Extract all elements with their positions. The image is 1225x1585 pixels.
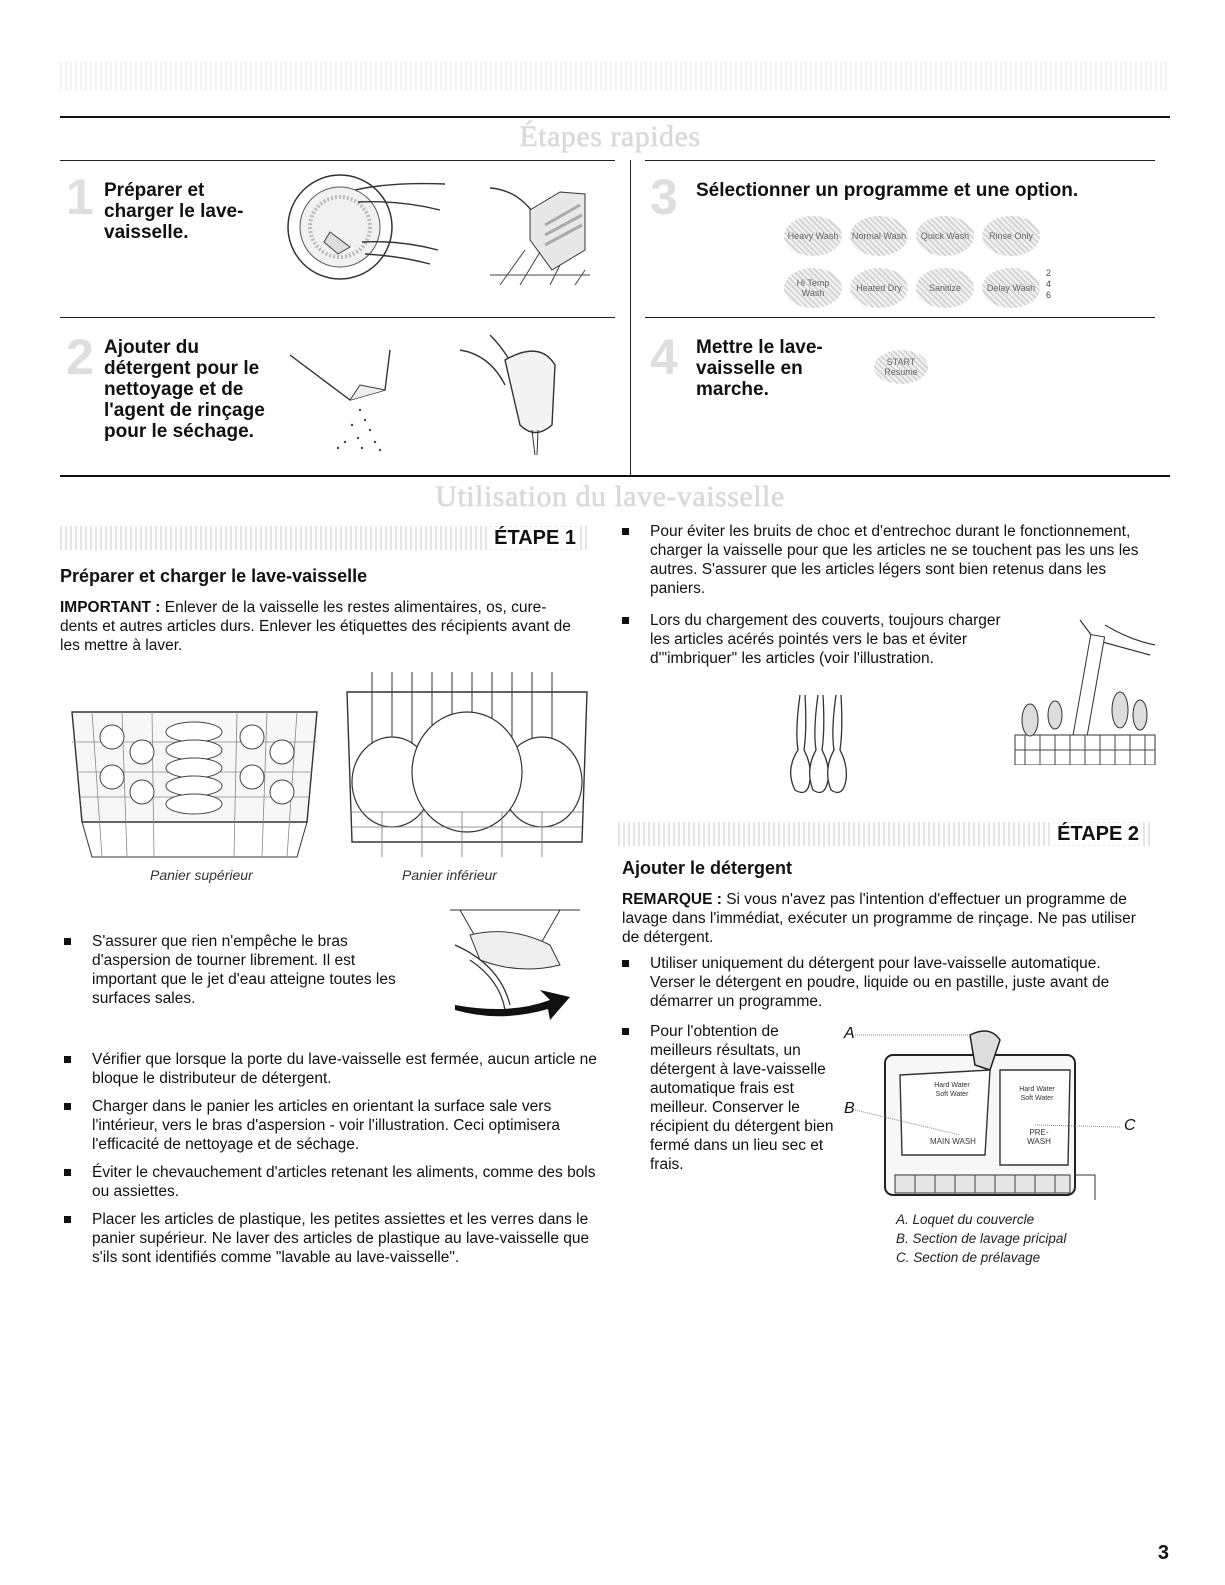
spray-arm-illustration [440, 905, 585, 1025]
pre-wash-label: PRE-WASH [1027, 1128, 1051, 1146]
etape2-fresh-bullet-list [618, 1022, 838, 1183]
callout-c: C [1124, 1117, 1136, 1134]
step4-label: Mettre le lave-vaisselle en marche. [696, 337, 823, 400]
etape1-important [60, 598, 580, 655]
section-rule-top [60, 116, 1170, 118]
step2-label: Ajouter du détergent pour le nettoyage et de l'agent de rinçage pour le séchage. [104, 337, 265, 442]
page-number: 3 [1157, 1542, 1169, 1564]
hi-temp-wash-button: Hi Temp Wash [784, 268, 842, 308]
important-label: IMPORTANT : [60, 599, 161, 616]
main-wash-label: MAIN WASH [930, 1137, 976, 1146]
bullet-noise: Pour éviter les bruits de choc et d'entrechoc durant le fonctionnement, charger la vaisselle pour que les articles ne se touchent pas les uns les autres. S'assurer que les articles légers sont bien retenus dans les paniers. [618, 522, 1158, 598]
main-water-setting-label [922, 1081, 982, 1099]
cutlery-basket-illustration [1010, 615, 1160, 765]
header-pattern-band [60, 62, 1170, 90]
etape1-heading: Préparer et charger le lave-vaisselle [60, 566, 368, 586]
bullet-automatic-detergent: Utiliser uniquement du détergent pour lave-vaisselle automatique. Verser le détergent en poudre, liquide ou en pastille, juste avant de démarrer un programme. [618, 954, 1148, 1011]
noise-bullet-list [618, 522, 1158, 607]
step1-label: Préparer et charger le lave-vaisselle. [104, 180, 244, 243]
delay-2h-label: 2 [1046, 268, 1052, 278]
plate-scraping-illustration [280, 172, 450, 292]
quick-wash-button: Quick Wash [916, 216, 974, 256]
dispenser-legend [896, 1210, 1066, 1267]
remark-label: REMARQUE : [622, 891, 722, 908]
bullet-fresh-detergent: Pour l'obtention de meilleurs résultats, un détergent à lave-vaisselle automatique frais est meilleur. Conserver le récipient du détergent bien fermé dans un lieu sec et frais. [618, 1022, 838, 1174]
rack-loading-illustration [490, 180, 595, 290]
main-hard-water-label: Hard Water [934, 1082, 970, 1089]
usage-title: Utilisation du lave-vaisselle [435, 480, 785, 513]
step1-number: 1 [66, 169, 94, 225]
section-rule-usage [60, 475, 1170, 477]
etape2-bar [618, 822, 1153, 846]
etape1-label: ÉTAPE 1 [490, 527, 580, 549]
heavy-wash-button: Heavy Wash [784, 216, 842, 256]
remark-text: Si vous n'avez pas l'intention d'effectuer un programme de lavage dans l'immédiat, exécuter un programme de rinçage. Ne pas utiliser de détergent. [622, 891, 1136, 946]
cutlery-bullet-list [618, 611, 1018, 677]
step2-number: 2 [66, 329, 94, 385]
rule-right [645, 160, 1155, 161]
rule-mid-left [60, 317, 615, 318]
divider-vertical-bottom [630, 317, 631, 475]
step4-number: 4 [650, 329, 678, 385]
powder-detergent-illustration [290, 330, 400, 460]
detergent-dispenser-illustration [840, 1025, 1160, 1210]
rule-mid-right [645, 317, 1155, 318]
rinse-only-button: Rinse Only [982, 216, 1040, 256]
pre-hard-water-label: Hard Water [1019, 1086, 1055, 1093]
delay-wash-button: Delay Wash [982, 268, 1040, 308]
delay-6h-label: 6 [1046, 290, 1052, 300]
etape2-heading: Ajouter le détergent [622, 858, 793, 878]
lower-rack-illustration [342, 662, 592, 862]
step3-number: 3 [650, 169, 678, 225]
sanitize-button: Sanitize [916, 268, 974, 308]
callout-b: B [844, 1100, 855, 1117]
etape1-bullets [60, 1050, 600, 1276]
upper-rack-illustration [62, 672, 327, 862]
callout-a: A [844, 1025, 855, 1042]
normal-wash-button: Normal Wash [850, 216, 908, 256]
bullet-orientation: Charger dans le panier les articles en orientant la surface sale vers l'intérieur, vers le bras d'aspersion - voir l'illustration. Ceci optimisera l'efficacité de nettoyage et de séchage. [60, 1097, 600, 1154]
legend-c: C. Section de prélavage [896, 1250, 1041, 1265]
quick-steps-title: Étapes rapides [519, 120, 701, 153]
delay-4h-label: 4 [1046, 279, 1052, 289]
bullet-cutlery: Lors du chargement des couverts, toujours charger les articles acérés pointés vers le bas et éviter d'"imbriquer" les articles (voir l'illustration. [618, 611, 1018, 668]
etape2-remark [622, 890, 1157, 947]
heated-dry-button: Heated Dry [850, 268, 908, 308]
nested-spoons-illustration [780, 690, 860, 800]
rinse-aid-bottle-illustration [460, 330, 570, 455]
etape2-auto-bullet-list [618, 954, 1148, 1020]
pre-water-setting-label [1010, 1085, 1064, 1103]
caption-upper-rack: Panier supérieur [150, 867, 253, 883]
etape2-label: ÉTAPE 2 [1053, 823, 1143, 845]
legend-a: A. Loquet du couvercle [896, 1212, 1035, 1227]
start-resume-button: START Resume [874, 350, 928, 384]
bullet-plastic-items: Placer les articles de plastique, les petites assiettes et les verres dans le panier supérieur. Ne laver des articles de plastique au lave-vaisselle que s'ils sont identifiés comme "lavable au lave-vaisselle". [60, 1210, 600, 1267]
main-soft-water-label: Soft Water [935, 1091, 969, 1098]
rule-left [60, 160, 615, 161]
divider-vertical-top [630, 160, 631, 318]
bullet-spray-arm: S'assurer que rien n'empêche le bras d'aspersion de tourner librement. Il est important que le jet d'eau atteigne toutes les surfaces sales. [60, 932, 420, 1008]
step3-label: Sélectionner un programme et une option. [696, 180, 1079, 201]
legend-b: B. Section de lavage pricipal [896, 1231, 1067, 1246]
delay-hours-indicator [1046, 268, 1051, 301]
important-text: Enlever de la vaisselle les restes alimentaires, os, cure-dents et autres articles durs. Enlever les étiquettes des récipients avant de les mettre à laver. [60, 599, 571, 654]
caption-lower-rack: Panier inférieur [402, 867, 497, 883]
pre-soft-water-label: Soft Water [1020, 1095, 1054, 1102]
bullet-detergent-dispenser: Vérifier que lorsque la porte du lave-vaisselle est fermée, aucun article ne bloque le distributeur de détergent. [60, 1050, 600, 1088]
spray-arm-bullet [60, 932, 420, 1017]
bullet-no-overlap: Éviter le chevauchement d'articles retenant les aliments, comme des bols ou assiettes. [60, 1163, 600, 1201]
etape1-bar [60, 526, 590, 550]
